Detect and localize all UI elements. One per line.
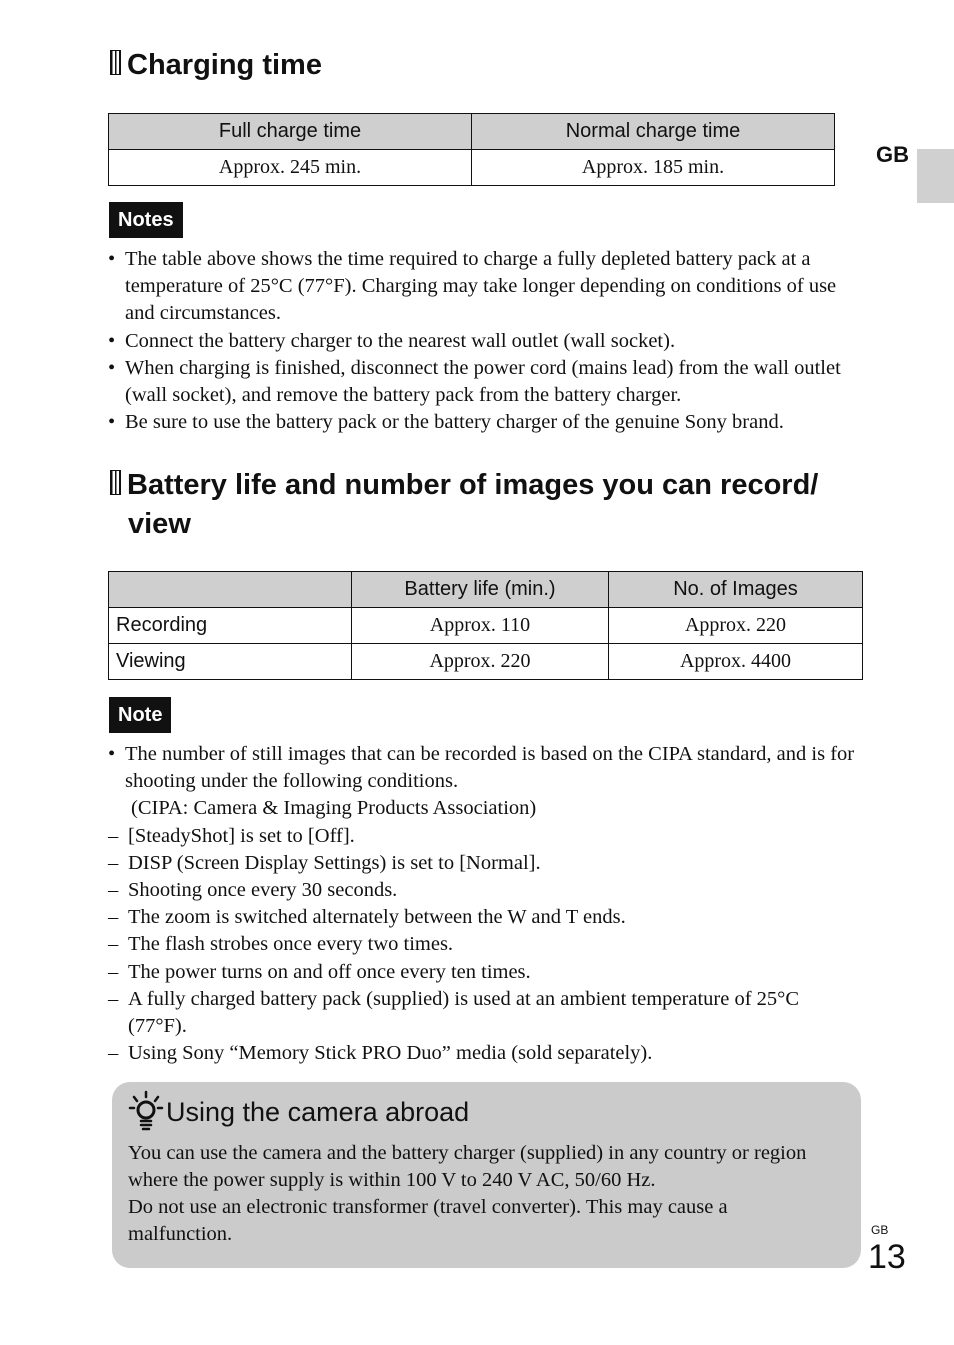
table-header-cell: Normal charge time [472,114,835,150]
list-item: – Using Sony “Memory Stick PRO Duo” media (sold separately). [108,1040,860,1067]
conditions-list [108,823,860,1068]
list-item: – [SteadyShot] is set to [Off]. [108,823,860,850]
lightbulb-icon [128,1090,164,1132]
list-item: – The zoom is switched alternately between the W and T ends. [108,904,860,931]
bullet-icon: • [108,411,116,434]
charging-title: Charging time [110,46,322,85]
list-item [108,741,860,1067]
charging-time-table [108,113,835,186]
table-header-row [109,114,835,150]
battery-note-list [108,741,860,1067]
list-item: – A fully charged battery pack (supplied) is used at an ambient temperature of 25°C (77°F). [108,987,800,1038]
charging-notes-list [108,246,860,436]
dash-icon: – [108,987,119,1010]
dash-icon: – [108,879,119,902]
table-cell: Approx. 110 [352,608,609,644]
list-item: – Shooting once every 30 seconds. [108,877,860,904]
table-row [109,150,835,186]
section-marker-icon [110,50,121,75]
table-header-cell: Full charge time [109,114,472,150]
page-language-label: GB [871,1223,889,1237]
table-row [109,608,863,644]
language-tab: GB [876,142,909,167]
list-item: – The flash strobes once every two times. [108,931,860,958]
table-cell: Approx. 185 min. [472,150,835,186]
dash-icon: – [108,933,119,956]
battery-life-table [108,571,863,680]
bullet-icon: • [108,743,116,765]
tip-paragraph: Do not use an electronic transformer (travel converter). This may cause a malfunction. [128,1196,728,1245]
bullet-icon: • [108,329,116,352]
dash-icon: – [108,851,119,874]
table-cell: Approx. 220 [609,608,863,644]
dash-icon: – [108,906,119,929]
table-header-row [109,572,863,608]
list-item: – DISP (Screen Display Settings) is set to [Normal]. [108,850,860,877]
note-cipa: (CIPA: Camera & Imaging Products Association) [131,797,537,820]
notes-badge: Notes [109,202,183,238]
dash-icon: – [108,824,119,847]
table-row [109,644,863,680]
table-cell: Approx. 4400 [609,644,863,680]
section-marker-icon [110,470,121,495]
side-tab-bar [917,149,954,203]
list-item: • The table above shows the time required to charge a fully depleted battery pack at a temperature of 25°C (77°F). Charging may take longer depending on conditions of use and circumstances. [108,248,837,325]
tip-paragraph: You can use the camera and the battery charger (supplied) in any country or region where the power supply is within 100 V to 240 V AC, 50/60 Hz. [128,1142,807,1191]
bullet-icon: • [108,248,116,270]
dash-icon: – [108,1042,119,1065]
table-cell: Approx. 220 [352,644,609,680]
list-item: – The power turns on and off once every ten times. [108,959,860,986]
table-row-label: Viewing [109,644,352,680]
tip-body [128,1140,828,1248]
table-header-cell: No. of Images [609,572,863,608]
bullet-icon: • [108,356,116,379]
table-row-label: Recording [109,608,352,644]
dash-icon: – [108,960,119,983]
list-item: • Be sure to use the battery pack or the battery charger of the genuine Sony brand. [108,409,860,436]
table-cell: Approx. 245 min. [109,150,472,186]
note-intro: The number of still images that can be recorded is based on the CIPA standard, and is for shooting under the following conditions. [125,743,855,793]
page-number: 13 [868,1238,906,1276]
list-item: • When charging is finished, disconnect the power cord (mains lead) from the wall outlet (wall socket), and remove the battery pack from the battery charger. [108,356,841,407]
table-header-cell: Battery life (min.) [352,572,609,608]
tip-title: Using the camera abroad [166,1097,470,1127]
battery-title: Battery life and number of images you can record/ view [110,466,818,544]
table-header-cell [109,572,352,608]
note-badge: Note [109,697,171,733]
list-item: • Connect the battery charger to the nearest wall outlet (wall socket). [108,328,860,355]
